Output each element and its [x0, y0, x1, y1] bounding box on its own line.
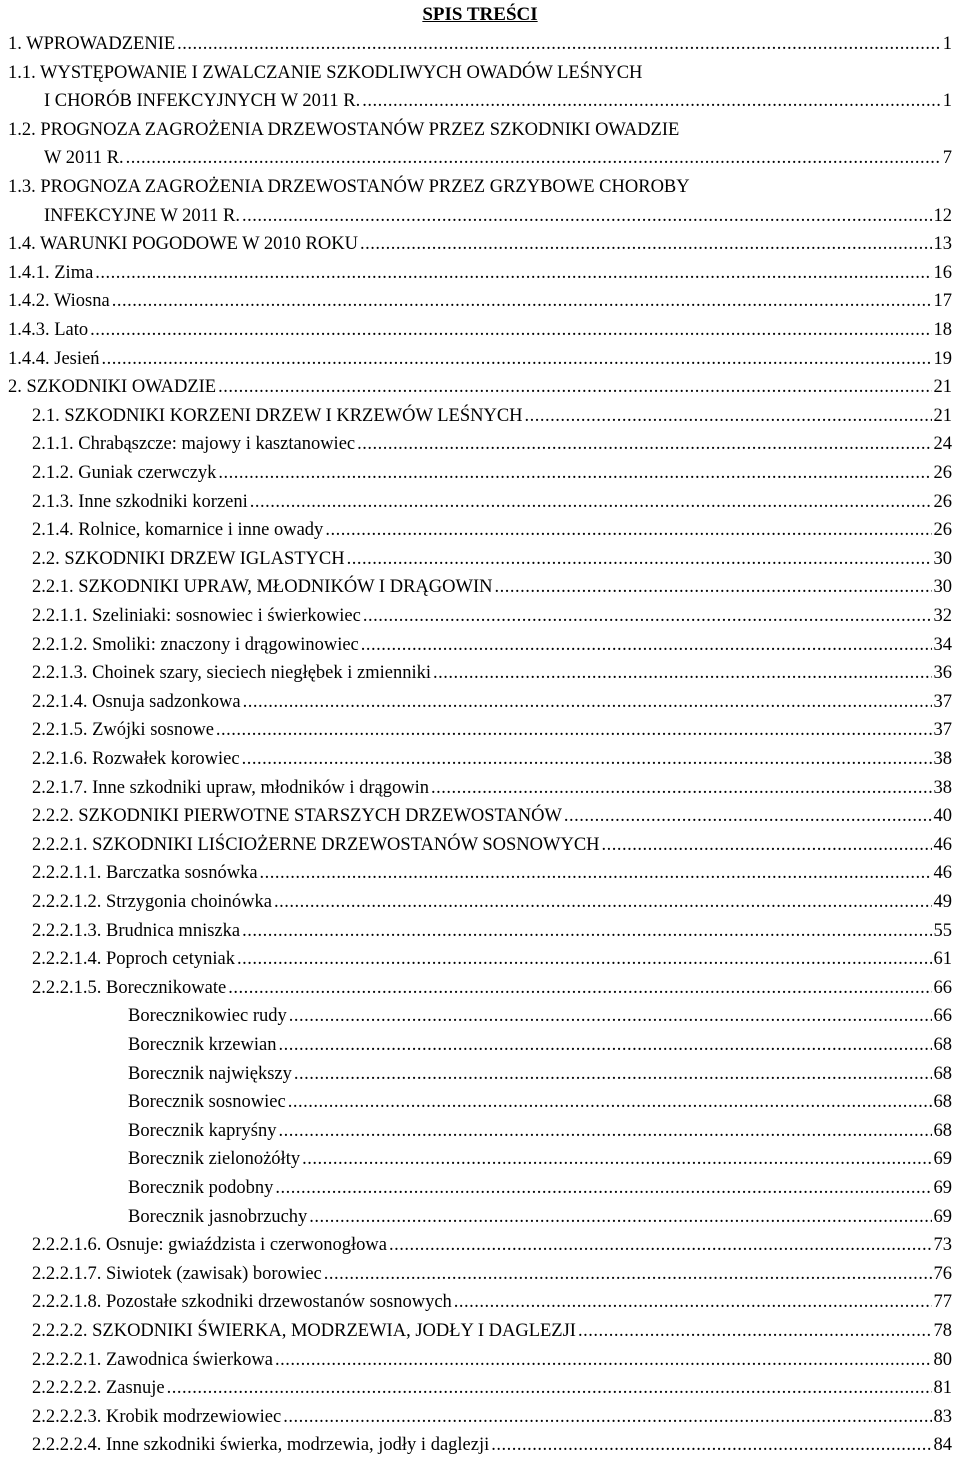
toc-dot-leader: [454, 1288, 932, 1316]
toc-dot-leader: [242, 917, 931, 945]
toc-entry-text: 2.2.2.1.1. Barczatka sosnówka: [32, 863, 258, 884]
toc-dot-leader: [294, 1060, 932, 1088]
toc-entry[interactable]: [128, 1174, 952, 1202]
toc-page-number: 26: [933, 463, 952, 483]
toc-dot-leader: [361, 631, 932, 659]
toc-page-number: 34: [933, 634, 952, 655]
toc-entry[interactable]: [32, 802, 952, 830]
toc-entry[interactable]: [128, 1117, 952, 1145]
toc-dot-leader: [275, 1174, 931, 1202]
toc-page-number: 19: [933, 348, 952, 369]
toc-entry-text: Borecznik krzewian: [128, 1035, 277, 1055]
toc-page-number: 1: [942, 34, 952, 54]
toc-entry[interactable]: [32, 1288, 952, 1316]
toc-entry[interactable]: [8, 345, 952, 373]
toc-page-number: 30: [933, 548, 952, 569]
toc-entry-text: 2.2.2.1.8. Pozostałe szkodniki drzewostanów sosnowych: [32, 1292, 452, 1313]
toc-dot-leader: [177, 30, 941, 58]
toc-dot-leader: [242, 745, 932, 773]
toc-entry-text: 2.2.2.2.3. Krobik modrzewiowiec: [32, 1406, 282, 1427]
toc-dot-leader: [433, 659, 931, 687]
toc-entry-text: 2.1.2. Guniak czerwczyk: [32, 463, 217, 483]
toc-dot-leader: [431, 774, 931, 802]
toc-entry[interactable]: [32, 716, 952, 744]
toc-dot-leader: [218, 459, 931, 487]
toc-entry[interactable]: [32, 430, 952, 458]
toc-dot-leader: [525, 402, 932, 430]
toc-page-number: 68: [933, 1092, 952, 1113]
toc-entry-text: 2.2.2.1.3. Brudnica mniszka: [32, 920, 241, 941]
toc-page-number: 78: [933, 1321, 952, 1341]
toc-entry-text: 2.2.2.1.5. Borecznikowate: [32, 977, 227, 998]
toc-entry-text: 2.2.1.5. Zwójki sosnowe: [32, 720, 214, 741]
toc-entry-text: 2.2.2.2. SZKODNIKI ŚWIERKA, MODRZEWIA, JODŁY I DAGLEZJI: [32, 1321, 576, 1341]
toc-entry-text: 2.2.1.2. Smoliki: znaczony i drągowinowiec: [32, 634, 359, 655]
toc-dot-leader: [288, 1088, 932, 1116]
toc-dot-leader: [218, 373, 931, 401]
toc-page-number: 68: [933, 1063, 952, 1084]
toc-entry[interactable]: [32, 1317, 952, 1345]
toc-page-number: 16: [933, 262, 952, 283]
toc-page-number: 69: [933, 1149, 952, 1170]
toc-dot-leader: [324, 1260, 932, 1288]
toc-entry-text: 2.2.2.1.2. Strzygonia choinówka: [32, 892, 272, 912]
toc-entry-text: 2.2.1.1. Szeliniaki: sosnowiec i świerkowiec: [32, 606, 361, 626]
toc-page-number: 17: [933, 291, 952, 312]
toc-entry-line1: 1.1. WYSTĘPOWANIE I ZWALCZANIE SZKODLIWYCH OWADÓW LEŚNYCH: [8, 62, 643, 83]
toc-entry-text: Borecznik sosnowiec: [128, 1092, 286, 1113]
toc-entry[interactable]: [32, 1231, 952, 1259]
toc-dot-leader: [260, 859, 932, 887]
toc-entry[interactable]: [32, 1374, 952, 1402]
toc-entry-line1: 1.3. PROGNOZA ZAGROŻENIA DRZEWOSTANÓW PRZEZ GRZYBOWE CHOROBY: [8, 177, 690, 197]
toc-entry[interactable]: [32, 488, 952, 516]
toc-entry[interactable]: [32, 831, 952, 859]
toc-entry[interactable]: [32, 917, 952, 945]
toc-dot-leader: [228, 974, 931, 1002]
toc-dot-leader: [389, 1231, 931, 1259]
toc-dot-leader: [278, 1117, 931, 1145]
toc-dot-leader: [275, 1346, 932, 1374]
toc-entry[interactable]: [32, 1403, 952, 1431]
toc-entry-text: 2.2.1. SZKODNIKI UPRAW, MŁODNIKÓW I DRĄGOWIN: [32, 577, 493, 598]
toc-page-number: 83: [933, 1406, 952, 1427]
toc-entry-text: INFEKCYJNE W 2011 R.: [44, 205, 240, 226]
toc-page-number: 30: [933, 577, 952, 598]
toc-entry[interactable]: [8, 259, 952, 287]
toc-entry[interactable]: [8, 287, 952, 315]
toc-dot-leader: [363, 602, 932, 630]
toc-entry-text: 2.2.2. SZKODNIKI PIERWOTNE STARSZYCH DRZEWOSTANÓW: [32, 806, 562, 827]
toc-entry[interactable]: [32, 688, 952, 716]
toc-entry[interactable]: [128, 1203, 952, 1231]
toc-dot-leader: [289, 1002, 932, 1030]
toc-entry[interactable]: [8, 316, 952, 344]
toc-entry-text: 2.2.2.1.4. Poproch cetyniak: [32, 949, 235, 970]
toc-page-number: 40: [933, 806, 952, 827]
toc-dot-leader: [362, 87, 941, 115]
toc-dot-leader: [112, 287, 932, 315]
toc-entry-text: Borecznik podobny: [128, 1178, 274, 1198]
toc-dot-leader: [167, 1374, 932, 1402]
toc-page-number: 26: [933, 520, 952, 541]
toc-entry[interactable]: [8, 230, 952, 258]
toc-dot-leader: [309, 1203, 931, 1231]
toc-dot-leader: [243, 688, 932, 716]
toc-entry-text: 2.2.1.4. Osnuja sadzonkowa: [32, 691, 241, 712]
toc-page-number: 21: [933, 405, 952, 426]
toc-page-number: 32: [933, 606, 952, 626]
toc-entry[interactable]: [128, 1031, 952, 1059]
toc-page-number: 49: [933, 892, 952, 912]
toc-page-number: 55: [933, 920, 952, 941]
toc-page-number: 77: [933, 1292, 952, 1313]
toc-entry[interactable]: [32, 573, 952, 601]
toc-entry[interactable]: [32, 745, 952, 773]
toc-entry-text: 2.2.2.2.2. Zasnuje: [32, 1378, 165, 1399]
toc-page-number: 37: [933, 720, 952, 741]
toc-entry-text: 2.1.3. Inne szkodniki korzeni: [32, 491, 248, 512]
toc-page-number: 61: [933, 949, 952, 970]
toc-dot-leader: [250, 488, 932, 516]
toc-entry-text: Borecznik największy: [128, 1063, 292, 1084]
toc-page-number: 24: [933, 434, 952, 455]
toc-dot-leader: [242, 202, 932, 230]
toc-page-number: 66: [933, 977, 952, 998]
toc-dot-leader: [283, 1403, 931, 1431]
toc-page-number: 80: [933, 1349, 952, 1370]
toc-entry[interactable]: [32, 631, 952, 659]
toc-entry[interactable]: [32, 859, 952, 887]
toc-entry[interactable]: [32, 659, 952, 687]
toc-entry-text: Borecznik zielonożółty: [128, 1149, 301, 1170]
toc-dot-leader: [278, 1031, 931, 1059]
toc-entry[interactable]: [32, 774, 952, 802]
toc-page-number: 37: [933, 691, 952, 712]
toc-entry-text: I CHORÓB INFEKCYJNYCH W 2011 R.: [44, 91, 361, 112]
toc-dot-leader: [101, 345, 931, 373]
toc-dot-leader: [325, 516, 931, 544]
toc-entry[interactable]: [32, 945, 952, 973]
toc-dot-leader: [578, 1317, 932, 1345]
toc-entry-text: Borecznik jasnobrzuchy: [128, 1206, 308, 1227]
toc-page-number: 13: [933, 234, 952, 255]
toc-page-number: 69: [933, 1206, 952, 1227]
toc-entry-text: 1. WPROWADZENIE: [8, 34, 176, 54]
toc-entry-text: 1.4.1. Zima: [8, 262, 94, 283]
toc-dot-leader: [216, 716, 932, 744]
toc-entry[interactable]: [8, 30, 952, 58]
toc-page-number: 26: [933, 491, 952, 512]
toc-entry[interactable]: [44, 202, 952, 230]
toc-entry-text: 2.2.1.3. Choinek szary, sieciech niegłębek i zmienniki: [32, 663, 432, 684]
toc-page-number: 81: [933, 1378, 952, 1399]
toc-page-number: 46: [933, 834, 952, 855]
toc-entry[interactable]: [128, 1060, 952, 1088]
toc-entry[interactable]: [32, 974, 952, 1002]
toc-entry-text: 2.2.2.1.7. Siwiotek (zawisak) borowiec: [32, 1263, 322, 1284]
toc-entry-text: 2.1.1. Chrabąszcze: majowy i kasztanowiec: [32, 434, 356, 455]
toc-entry-text: 2. SZKODNIKI OWADZIE: [8, 377, 217, 398]
toc-entry-text: 1.4.4. Jesień: [8, 348, 100, 369]
toc-entry-text: 1.4.2. Wiosna: [8, 291, 110, 312]
toc-page-number: 69: [933, 1178, 952, 1198]
toc-entry[interactable]: [44, 87, 952, 115]
toc-entry-text: 2.2.1.6. Rozwałek korowiec: [32, 749, 240, 769]
toc-entry[interactable]: [128, 1002, 952, 1030]
toc-entry[interactable]: [32, 1346, 952, 1374]
toc-dot-leader: [360, 230, 932, 258]
toc-entry-text: 2.2.1.7. Inne szkodniki upraw, młodników i drągowin: [32, 777, 430, 798]
toc-entry[interactable]: [128, 1145, 952, 1173]
toc-dot-leader: [602, 831, 932, 859]
toc-entry[interactable]: [32, 1260, 952, 1288]
toc-entry-text: 2.2. SZKODNIKI DRZEW IGLASTYCH: [32, 548, 345, 569]
toc-entry[interactable]: [32, 516, 952, 544]
toc-entry[interactable]: [32, 602, 952, 630]
toc-dot-leader: [302, 1145, 931, 1173]
toc-entry-text: Borecznik kapryśny: [128, 1120, 277, 1141]
toc-page-number: 76: [933, 1263, 952, 1284]
toc-entry-text: 2.2.2.1.6. Osnuje: gwiaździsta i czerwonogłowa: [32, 1235, 388, 1256]
toc-page-number: 38: [933, 777, 952, 798]
toc-entry[interactable]: [128, 1088, 952, 1116]
toc-dot-leader: [95, 259, 931, 287]
toc-page-number: 84: [933, 1435, 952, 1456]
toc-entry-text: 1.4.3. Lato: [8, 320, 89, 340]
toc-page-number: 18: [933, 320, 952, 340]
toc-entry-line1: 1.2. PROGNOZA ZAGROŻENIA DRZEWOSTANÓW PRZEZ SZKODNIKI OWADZIE: [8, 119, 680, 140]
toc-page-number: 68: [933, 1120, 952, 1141]
toc-dot-leader: [90, 316, 931, 344]
toc-page-number: 12: [933, 205, 952, 226]
toc-entry-text: 1.4. WARUNKI POGODOWE W 2010 ROKU: [8, 234, 358, 255]
toc-page-number: 36: [933, 663, 952, 684]
toc-entry-text: W 2011 R.: [44, 148, 124, 169]
toc-page-number: 66: [933, 1006, 952, 1027]
toc-dot-leader: [237, 945, 932, 973]
toc-entry[interactable]: [32, 545, 952, 573]
toc-entry-text: 2.1. SZKODNIKI KORZENI DRZEW I KRZEWÓW LEŚNYCH: [32, 405, 523, 426]
toc-page-number: 46: [933, 863, 952, 884]
toc-entry-text: Borecznikowiec rudy: [128, 1006, 287, 1027]
toc-page-number: 1: [942, 91, 952, 112]
toc-entry[interactable]: [44, 144, 952, 172]
toc-dot-leader: [564, 802, 932, 830]
toc-entry[interactable]: [32, 888, 952, 916]
toc-entry-text: 2.2.2.1. SZKODNIKI LIŚCIOŻERNE DRZEWOSTANÓW SOSNOWYCH: [32, 834, 600, 855]
toc-title: SPIS TREŚCI: [422, 4, 538, 25]
toc-page-number: 73: [933, 1235, 952, 1256]
toc-entry-text: 2.2.2.2.1. Zawodnica świerkowa: [32, 1349, 273, 1370]
toc-page-number: 21: [933, 377, 952, 398]
toc-entry[interactable]: [32, 402, 952, 430]
toc-entry[interactable]: [32, 459, 952, 487]
toc-page-number: 38: [933, 749, 952, 769]
toc-dot-leader: [274, 888, 932, 916]
toc-page-number: 68: [933, 1035, 952, 1055]
toc-entry-text: 2.2.2.2.4. Inne szkodniki świerka, modrzewia, jodły i daglezji: [32, 1435, 490, 1456]
toc-dot-leader: [347, 545, 932, 573]
toc-page-number: 7: [942, 148, 952, 169]
toc-entry-text: 2.1.4. Rolnice, komarnice i inne owady: [32, 520, 324, 541]
toc-dot-leader: [494, 573, 931, 601]
toc-dot-leader: [126, 144, 941, 172]
toc-entry[interactable]: [8, 373, 952, 401]
toc-dot-leader: [357, 430, 931, 458]
